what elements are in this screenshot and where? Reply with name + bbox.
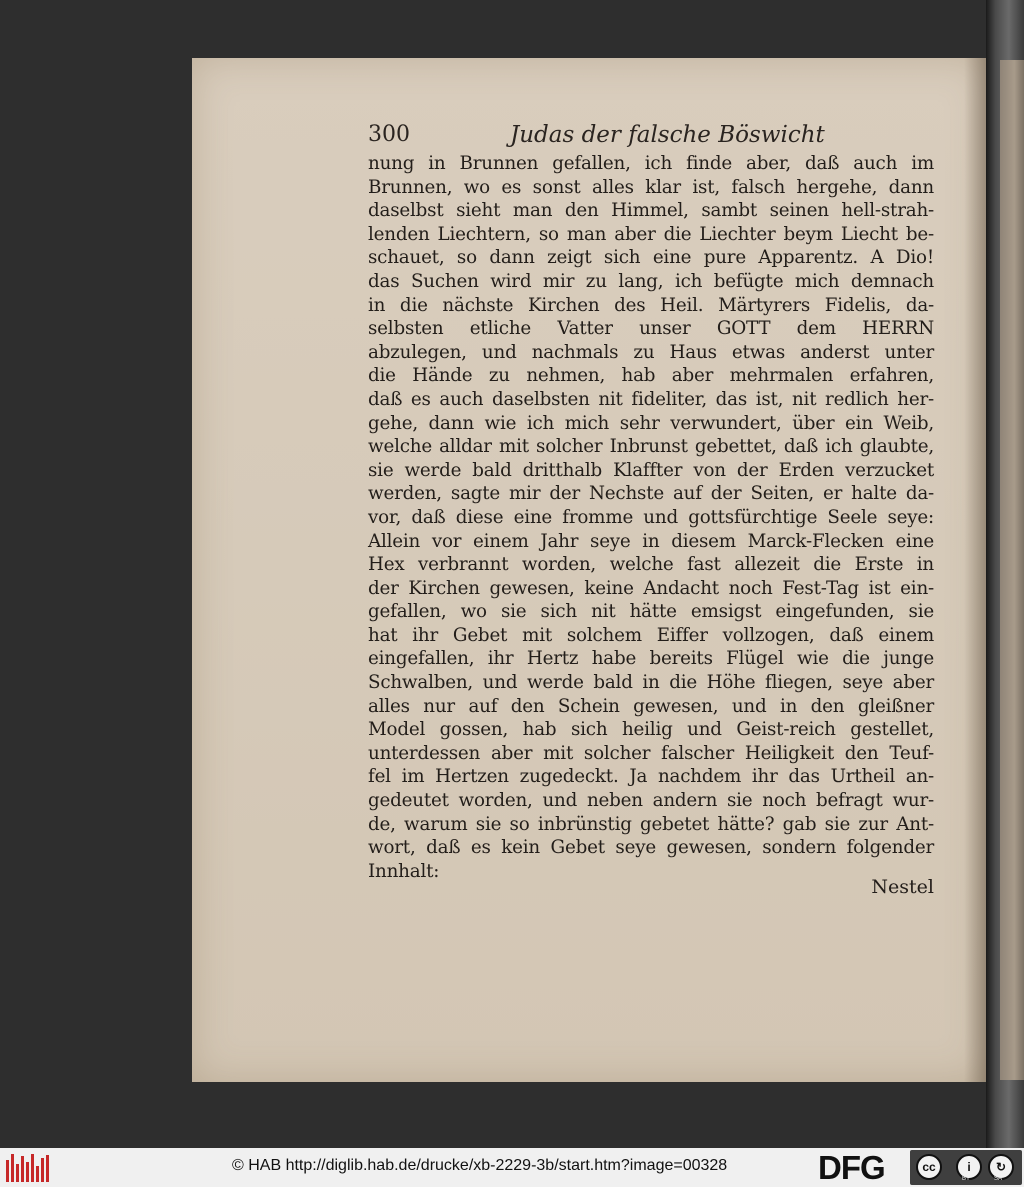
page-number: 300	[368, 122, 410, 147]
text-line: Hex verbrannt worden, welche fast allezeit die Erste in	[368, 554, 934, 576]
text-line: Schwalben, und werde bald in die Höhe fliegen, seye aber	[368, 672, 934, 694]
text-line: daß es auch daselbsten nit fideliter, das ist, nit redlich her-	[368, 388, 934, 410]
running-title: Judas der falsche Böswicht	[510, 122, 825, 148]
cc-license-badge[interactable]	[910, 1150, 1022, 1185]
text-line: vor, daß diese eine fromme und gottsfürchtige Seele seye:	[368, 506, 934, 528]
text-line: gefallen, wo sie sich nit hätte emsigst eingefunden, sie	[368, 601, 934, 623]
by-label: BY	[962, 1176, 971, 1182]
cc-icon: cc	[916, 1154, 942, 1180]
text-line: fel im Hertzen zugedeckt. Ja nachdem ihr das Urtheil an-	[368, 766, 934, 788]
catchword: Nestel	[871, 876, 934, 898]
attribution-icon: i	[956, 1154, 982, 1180]
copyright-link[interactable]: © HAB http://diglib.hab.de/drucke/xb-2229-3b/start.htm?image=00328	[232, 1157, 728, 1174]
text-line: daselbst sieht man den Himmel, sambt seinen hell-strah-	[368, 200, 934, 222]
hab-barcode-icon[interactable]	[6, 1154, 50, 1182]
footer-bar	[0, 1148, 1024, 1187]
facing-page-strip	[1000, 60, 1024, 1080]
text-line: eingefallen, ihr Hertz habe bereits Flügel wie die junge	[368, 648, 934, 670]
text-line: welche alldar mit solcher Inbrunst gebettet, daß ich glaubte,	[368, 436, 934, 458]
text-line: Innhalt:	[368, 860, 440, 882]
share-alike-icon: ↻	[988, 1154, 1014, 1180]
text-line: in die nächste Kirchen des Heil. Märtyrers Fidelis, da-	[368, 294, 934, 316]
text-line: lenden Liechtern, so man aber die Liechter beym Liecht be-	[368, 223, 934, 245]
text-line: der Kirchen gewesen, keine Andacht noch Fest-Tag ist ein-	[368, 577, 934, 599]
text-line: Allein vor einem Jahr seye in diesem Marck-Flecken eine	[368, 530, 934, 552]
text-line: Model gossen, hab sich heilig und Geist-reich gestellet,	[368, 719, 934, 741]
sa-label: SA	[994, 1176, 1003, 1182]
text-line: alles nur auf den Schein gewesen, und in den gleißner	[368, 695, 934, 717]
text-line: de, warum sie so inbrünstig gebetet hätte? gab sie zur Ant-	[368, 813, 934, 835]
text-line: selbsten etliche Vatter unser GOTT dem HERRN	[368, 318, 934, 340]
text-line: werden, sagte mir der Nechste auf der Seiten, er halte da-	[368, 483, 934, 505]
text-line: schauet, so dann zeigt sich eine pure Apparentz. A Dio!	[368, 247, 934, 269]
text-line: das Suchen wird mir zu lang, ich befügte mich demnach	[368, 270, 934, 292]
text-line: hat ihr Gebet mit solchem Eiffer vollzogen, daß einem	[368, 624, 934, 646]
text-line: Brunnen, wo es sonst alles klar ist, falsch hergehe, dann	[368, 176, 934, 198]
text-line: gedeutet worden, und neben andern sie noch befragt wur-	[368, 790, 934, 812]
dfg-logo[interactable]: DFG	[818, 1149, 885, 1186]
text-line: sie werde bald dritthalb Klaffter von der Erden verzucket	[368, 459, 934, 481]
running-head	[368, 120, 968, 150]
text-line: gehe, dann wie ich mich sehr verwundert, über ein Weib,	[368, 412, 934, 434]
text-line: nung in Brunnen gefallen, ich finde aber, daß auch im	[368, 153, 934, 174]
text-line: die Hände zu nehmen, hab aber mehrmalen erfahren,	[368, 365, 934, 387]
text-line: unterdessen aber mit solcher falscher Heiligkeit den Teuf-	[368, 742, 934, 764]
text-block	[368, 152, 934, 883]
text-line: abzulegen, und nachmals zu Haus etwas anderst unter	[368, 341, 934, 363]
book-page	[192, 58, 986, 1082]
text-line: wort, daß es kein Gebet seye gewesen, sondern folgender	[368, 837, 934, 859]
